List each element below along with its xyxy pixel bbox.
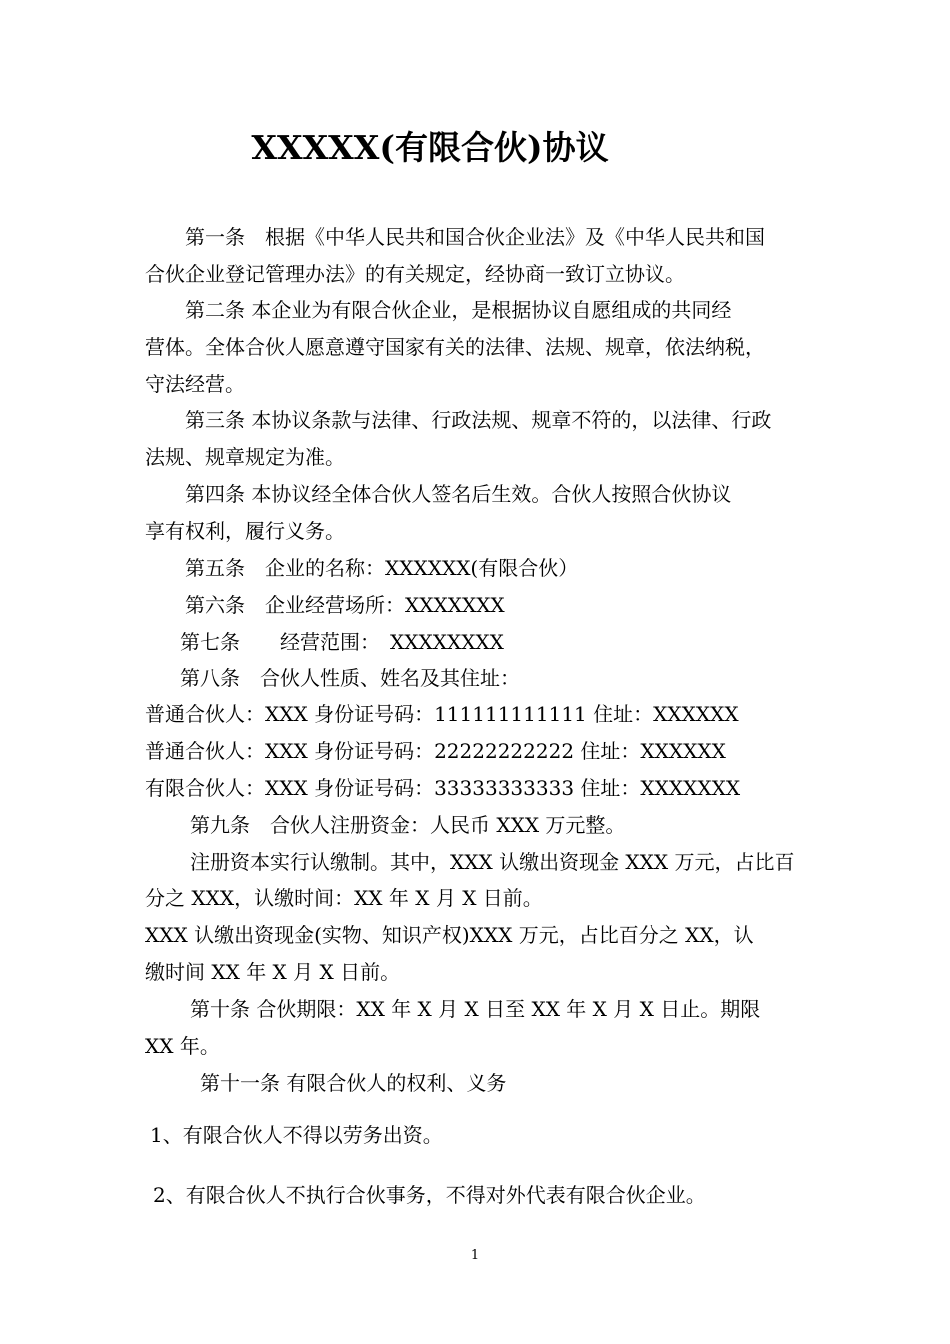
- page-number: 1: [470, 1248, 480, 1263]
- document-title: XXXXX(有限合伙)协议: [251, 128, 609, 167]
- article-7: 第七条 经营范围： XXXXXXXX: [180, 630, 504, 654]
- article-11-heading: 第十一条 有限合伙人的权利、义务: [200, 1071, 507, 1095]
- article-1-line-1: 第一条 根据《中华人民共和国合伙企业法》及《中华人民共和国: [185, 225, 765, 249]
- article-1-line-2: 合伙企业登记管理办法》的有关规定，经协商一致订立协议。: [145, 262, 685, 286]
- partner-row: 有限合伙人：XXX 身份证号码：33333333333 住址：XXXXXXX: [145, 776, 741, 800]
- article-2-line-1: 第二条 本企业为有限合伙企业，是根据协议自愿组成的共同经: [185, 298, 732, 322]
- article-3-line-2: 法规、规章规定为准。: [145, 445, 345, 469]
- partner-row: 普通合伙人：XXX 身份证号码：22222222222 住址：XXXXXX: [145, 739, 726, 763]
- capital-line-1: 注册资本实行认缴制。其中，XXX 认缴出资现金 XXX 万元，占比百: [190, 850, 795, 874]
- article-4-line-1: 第四条 本协议经全体合伙人签名后生效。合伙人按照合伙协议: [185, 482, 732, 506]
- article-9: 第九条 合伙人注册资金：人民币 XXX 万元整。: [190, 813, 626, 837]
- article-3-line-1: 第三条 本协议条款与法律、行政法规、规章不符的，以法律、行政: [185, 408, 772, 432]
- article-10-line-1: 第十条 合伙期限：XX 年 X 月 X 日至 XX 年 X 月 X 日止。期限: [190, 997, 761, 1021]
- article-6: 第六条 企业经营场所：XXXXXXX: [185, 593, 505, 617]
- article-5: 第五条 企业的名称：XXXXXX(有限合伙）: [185, 556, 579, 580]
- article-2-line-3: 守法经营。: [145, 372, 245, 396]
- partner-row: 普通合伙人：XXX 身份证号码：111111111111 住址：XXXXXX: [145, 702, 739, 726]
- article-10-line-2: XX 年。: [145, 1034, 220, 1058]
- capital-line-2: 分之 XXX，认缴时间：XX 年 X 月 X 日前。: [145, 886, 543, 910]
- capital-line-3: XXX 认缴出资现金(实物、知识产权)XXX 万元，占比百分之 XX，认: [145, 923, 754, 947]
- list-item: 1、有限合伙人不得以劳务出资。: [150, 1123, 443, 1147]
- article-8: 第八条 合伙人性质、姓名及其住址：: [180, 666, 520, 690]
- list-item: 2、有限合伙人不执行合伙事务，不得对外代表有限合伙企业。: [153, 1183, 706, 1207]
- article-4-line-2: 享有权利，履行义务。: [145, 519, 345, 543]
- capital-line-4: 缴时间 XX 年 X 月 X 日前。: [145, 960, 401, 984]
- article-2-line-2: 营体。全体合伙人愿意遵守国家有关的法律、法规、规章，依法纳税，: [145, 335, 765, 359]
